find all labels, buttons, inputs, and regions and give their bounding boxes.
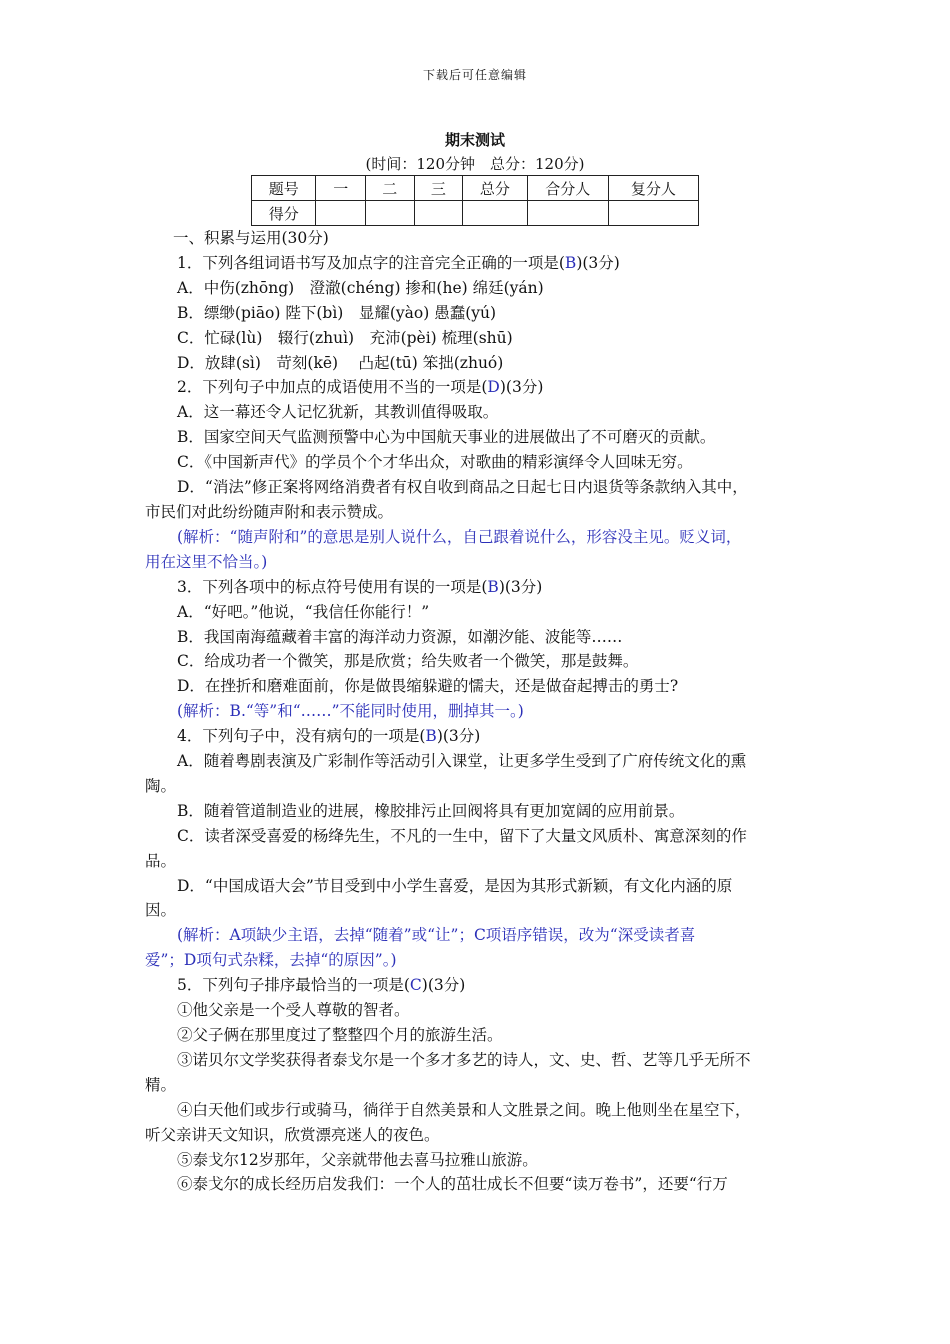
page-header: 下载后可任意编辑 [422,68,527,82]
score-cell: 一 [316,176,366,201]
explanation-continued: 爱”；D项句式杂糅，去掉“的原因”。) [145,951,397,970]
score-cell: 题号 [252,176,316,201]
score-cell: 合分人 [527,176,608,201]
option-a: A．“好吧。”他说，“我信任你能行！” [177,602,430,621]
question-points: )(3分) [499,378,544,397]
score-blank-cell[interactable] [414,201,463,226]
answer-key: B [487,577,499,596]
question-stem-text: 1．下列各组词语书写及加点字的注音完全正确的一项是( [177,253,565,272]
score-cell: 得分 [252,201,316,226]
answer-key: B [425,727,437,746]
question-1-stem [145,251,810,276]
option-a: A．中伤(zhōng) 澄澈(chéng) 掺和(he) 绵廷(yán) [177,278,544,297]
option-b: B．国家空间天气监测预警中心为中国航天事业的进展做出了不可磨灭的贡献。 [177,428,716,447]
question-points: )(3分) [436,727,481,746]
score-table-header-row [252,176,699,201]
question-4-stem [145,724,810,749]
sentence-4: ④白天他们或步行或骑马，徜徉于自然美景和人文胜景之间。晚上他则坐在星空下， [177,1100,751,1119]
score-cell: 三 [414,176,463,201]
option-a-continued: 陶。 [145,776,177,795]
sentence-2: ②父子俩在那里度过了整整四个月的旅游生活。 [177,1026,503,1044]
question-stem-text: 4．下列句子中，没有病句的一项是( [177,727,426,746]
option-d: D．放肆(sì) 苛刻(kē) 凸起(tū) 笨拙(zhuó) [177,353,504,372]
score-table-score-row [252,201,699,226]
question-3-stem [145,575,810,600]
score-blank-cell[interactable] [463,201,527,226]
question-stem-text: 2．下列句子中加点的成语使用不当的一项是( [177,378,488,397]
sentence-1: ①他父亲是一个受人尊敬的智者。 [177,1001,410,1020]
sentence-4-continued: 听父亲讲天文知识，欣赏漂亮迷人的夜色。 [145,1125,440,1144]
question-stem-text: 3．下列各项中的标点符号使用有误的一项是( [177,577,488,596]
question-2-stem [145,375,810,400]
score-blank-cell[interactable] [366,201,415,226]
score-blank-cell[interactable] [608,201,698,226]
question-points: )(3分) [576,253,620,272]
answer-key: C [409,976,422,995]
explanation-continued: 用在这里不恰当。) [145,552,268,571]
option-c: C．读者深受喜爱的杨绛先生，不凡的一生中，留下了大量文风质朴、寓意深刻的作 [177,826,747,845]
sentence-3-continued: 精。 [145,1075,177,1094]
option-d-continued: 因。 [145,901,177,920]
question-points: )(3分) [498,577,543,596]
explanation: (解析：“随声附和”的意思是别人说什么，自己跟着说什么，形容没主见。贬义词， [177,527,742,546]
score-table [251,175,699,226]
question-points: )(3分) [421,976,466,995]
option-b: B．随着管道制造业的进展，橡胶排污止回阀将具有更加宽阔的应用前景。 [177,801,685,820]
sentence-3: ③诺贝尔文学奖获得者泰戈尔是一个多才多艺的诗人，文、史、哲、艺等几乎无所不 [177,1050,751,1069]
score-cell: 二 [366,176,415,201]
score-cell: 复分人 [608,176,698,201]
option-d: D．“中国成语大会”节目受到中小学生喜爱，是因为其形式新颖，有文化内涵的原 [177,876,733,895]
option-c: C．忙碌(lù) 辍行(zhuì) 充沛(pèi) 梳理(shū) [177,328,513,347]
score-cell: 总分 [463,176,527,201]
explanation: (解析：A项缺少主语，去掉“随着”或“让”；C项语序错误，改为“深受读者喜 [177,926,696,945]
option-a: A．随着粤剧表演及广彩制作等活动引入课堂，让更多学生受到了广府传统文化的熏 [177,752,747,771]
sentence-5: ⑤泰戈尔12岁那年，父亲就带他去喜马拉雅山旅游。 [177,1150,538,1169]
option-a: A．这一幕还令人记忆犹新，其教训值得吸取。 [177,403,499,422]
option-b: B．我国南海蕴藏着丰富的海洋动力资源，如潮汐能、波能等…… [177,627,623,646]
option-b: B．缥缈(piāo) 陛下(bì) 显耀(yào) 愚蠢(yú) [177,303,497,322]
explanation: (解析：B.“等”和“……”不能同时使用，删掉其一。) [177,702,524,721]
score-blank-cell[interactable] [527,201,608,226]
question-5-stem [145,973,810,998]
sentence-6: ⑥泰戈尔的成长经历启发我们：一个人的茁壮成长不但要“读万卷书”，还要“行万 [177,1175,728,1194]
answer-key: D [487,378,500,397]
answer-key: B [564,253,577,272]
option-d: D．“消法”修正案将网络消费者有权自收到商品之日起七日内退货等条款纳入其中， [177,478,748,497]
option-c: C．给成功者一个微笑，那是欣赏；给失败者一个微笑，那是鼓舞。 [177,652,639,671]
option-c: C．《中国新声代》的学员个个才华出众，对歌曲的精彩演绎令人回味无穷。 [177,453,693,472]
score-blank-cell[interactable] [316,201,366,226]
exam-content [145,226,810,1197]
exam-title: 期末测试 [444,131,505,149]
option-d: D．在挫折和磨难面前，你是做畏缩躲避的懦夫，还是做奋起搏击的勇士? [177,677,679,696]
exam-subtitle: (时间：120分钟 总分：120分) [365,155,585,173]
section-heading: 一、积累与运用(30分) [173,229,329,247]
option-c-continued: 品。 [145,851,177,870]
question-stem-text: 5．下列句子排序最恰当的一项是( [177,976,410,995]
option-d-continued: 市民们对此纷纷随声附和表示赞成。 [145,502,394,521]
